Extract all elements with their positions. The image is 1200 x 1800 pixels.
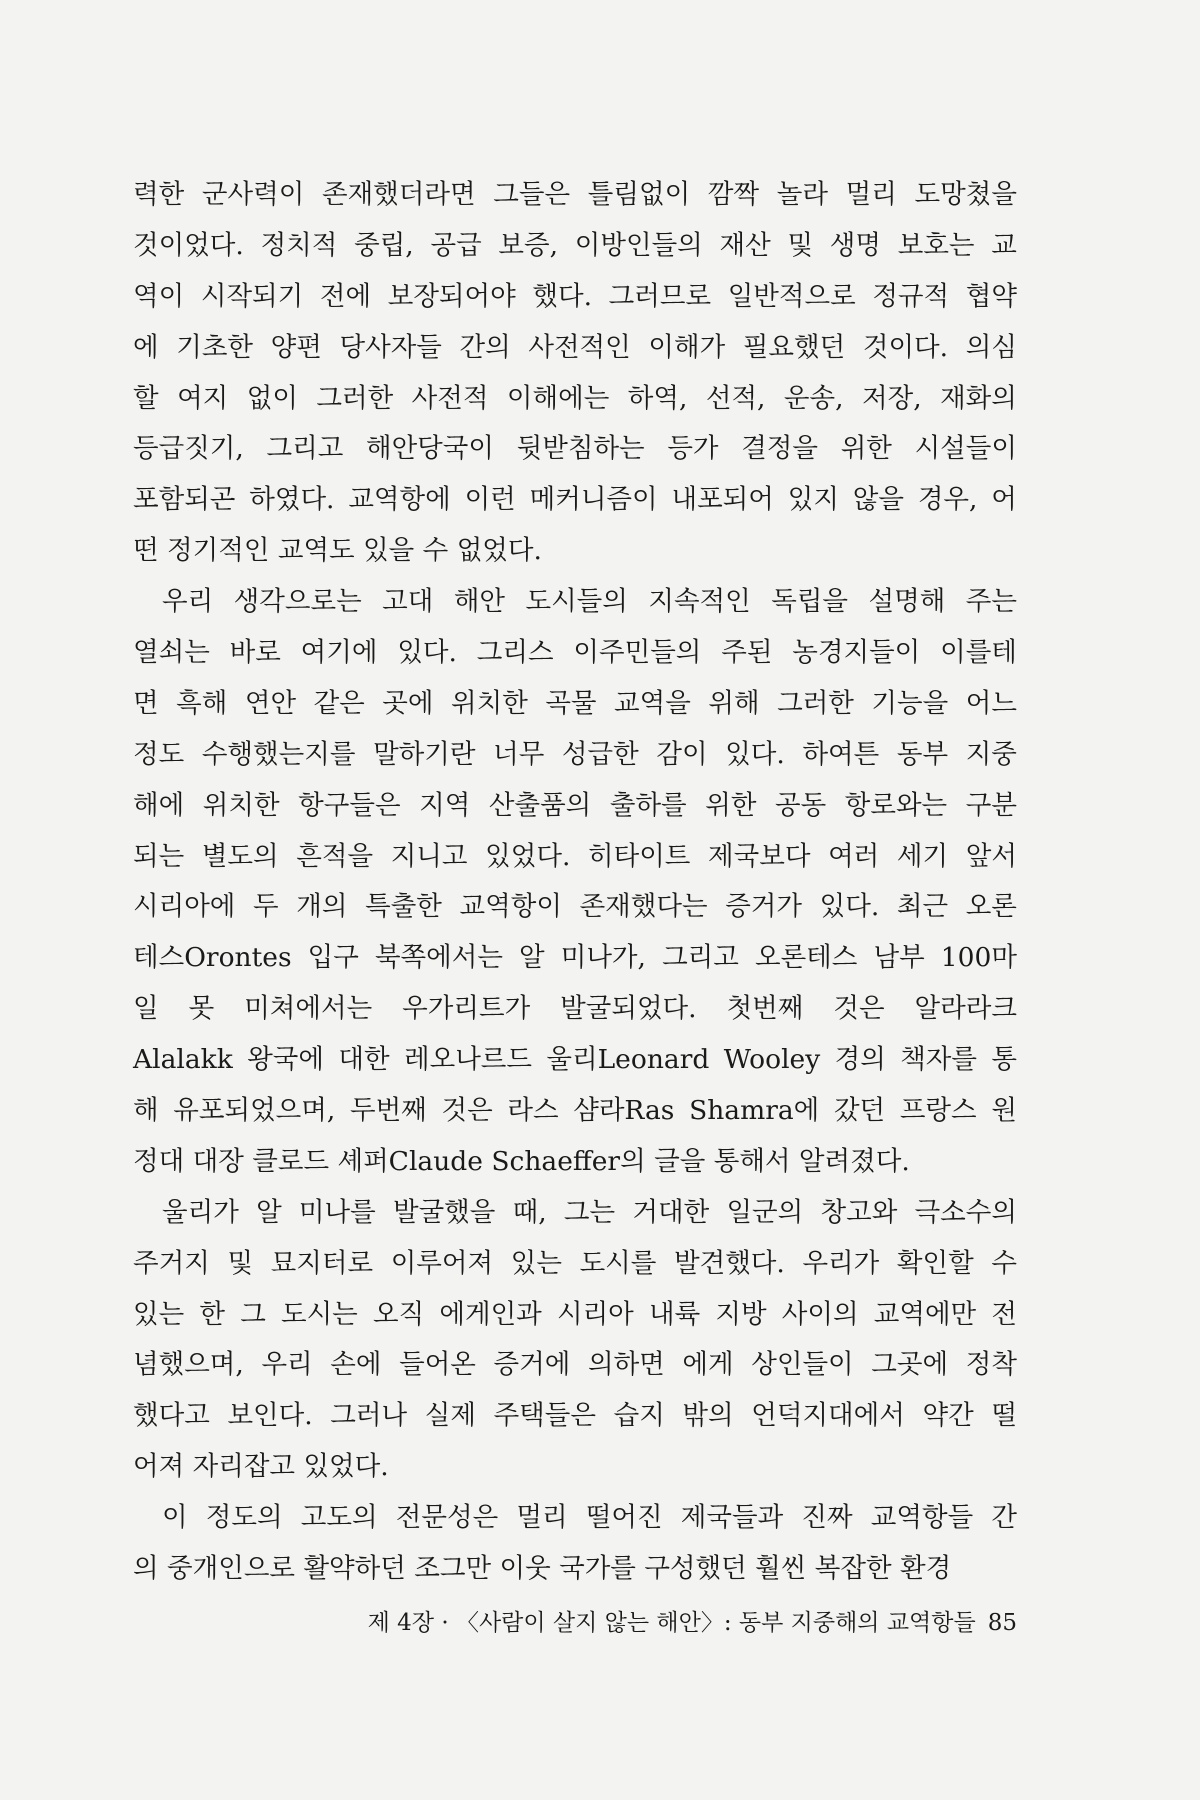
text-line: 할 여지 없이 그러한 사전적 이해에는 하역, 선적, 운송, 저장, 재화의	[133, 382, 1017, 414]
text-line: 면 흑해 연안 같은 곳에 위치한 곡물 교역을 위해 그러한 기능을 어느	[133, 687, 1017, 719]
text-line: 있는 한 그 도시는 오직 에게인과 시리아 내륙 지방 사이의 교역에만 전	[133, 1298, 1017, 1330]
text-line: 정대 대장 클로드 셰퍼Claude Schaeffer의 글을 통해서 알려졌다.	[133, 1145, 910, 1177]
text-line: 의 중개인으로 활약하던 조그만 이웃 국가를 구성했던 훨씬 복잡한 환경	[133, 1553, 952, 1585]
text-line: 했다고 보인다. 그러나 실제 주택들은 습지 밖의 언덕지대에서 약간 떨	[133, 1400, 1017, 1432]
text-line: 시리아에 두 개의 특출한 교역항이 존재했다는 증거가 있다. 최근 오론	[133, 891, 1017, 923]
text-line: Alalakk 왕국에 대한 레오나르드 울리Leonard Wooley 경의 책자를 통	[133, 1044, 1017, 1076]
text-line: 역이 시작되기 전에 보장되어야 했다. 그러므로 일반적으로 정규적 협약	[133, 280, 1017, 312]
text-line: 력한 군사력이 존재했더라면 그들은 틀림없이 깜짝 놀라 멀리 도망쳤을	[133, 179, 1017, 210]
text-line: 울리가 알 미나를 발굴했을 때, 그는 거대한 일군의 창고와 극소수의	[162, 1196, 1017, 1228]
text-line: 포함되곤 하였다. 교역항에 이런 메커니즘이 내포되어 있지 않을 경우, 어	[133, 484, 1017, 516]
text-line: 에 기초한 양편 당사자들 간의 사전적인 이해가 필요했던 것이다. 의심	[133, 331, 1017, 363]
text-line: 념했으며, 우리 손에 들어온 증거에 의하면 에게 상인들이 그곳에 정착	[133, 1349, 1017, 1381]
text-line: 테스Orontes 입구 북쪽에서는 알 미나가, 그리고 오론테스 남부 100마	[133, 942, 1017, 974]
page-number: 85	[987, 1610, 1017, 1636]
text-line: 떤 정기적인 교역도 있을 수 없었다.	[133, 535, 542, 567]
text-line: 해 유포되었으며, 두번째 것은 라스 샴라Ras Shamra에 갔던 프랑스 원	[133, 1095, 1017, 1127]
text-line: 이 정도의 고도의 전문성은 멀리 떨어진 제국들과 진짜 교역항들 간	[162, 1502, 1017, 1534]
paragraph	[133, 1493, 1017, 1595]
text-line: 주거지 및 묘지터로 이루어져 있는 도시를 발견했다. 우리가 확인할 수	[133, 1247, 1017, 1279]
paragraph	[133, 577, 1017, 1188]
text-line: 열쇠는 바로 여기에 있다. 그리스 이주민들의 주된 농경지들이 이를테	[133, 637, 1017, 669]
text-line: 일 못 미쳐에서는 우가리트가 발굴되었다. 첫번째 것은 알라라크	[133, 993, 1017, 1025]
text-line: 어져 자리잡고 있었다.	[133, 1451, 389, 1483]
paragraph	[133, 170, 1017, 577]
text-line: 정도 수행했는지를 말하기란 너무 성급한 감이 있다. 하여튼 동부 지중	[133, 738, 1017, 770]
text-line: 등급짓기, 그리고 해안당국이 뒷받침하는 등가 결정을 위한 시설들이	[133, 433, 1017, 465]
page-footer	[0, 1608, 1017, 1638]
text-line: 우리 생각으로는 고대 해안 도시들의 지속적인 독립을 설명해 주는	[162, 586, 1017, 618]
paragraph	[133, 1188, 1017, 1493]
body-text	[133, 170, 1017, 1595]
text-line: 되는 별도의 흔적을 지니고 있었다. 히타이트 제국보다 여러 세기 앞서	[133, 840, 1017, 872]
text-line: 것이었다. 정치적 중립, 공급 보증, 이방인들의 재산 및 생명 보호는 교	[133, 229, 1017, 261]
text-line: 해에 위치한 항구들은 지역 산출품의 출하를 위한 공동 항로와는 구분	[133, 789, 1017, 821]
running-head: 제 4장 · 〈사람이 살지 않는 해안〉: 동부 지중해의 교역항들	[367, 1610, 976, 1636]
